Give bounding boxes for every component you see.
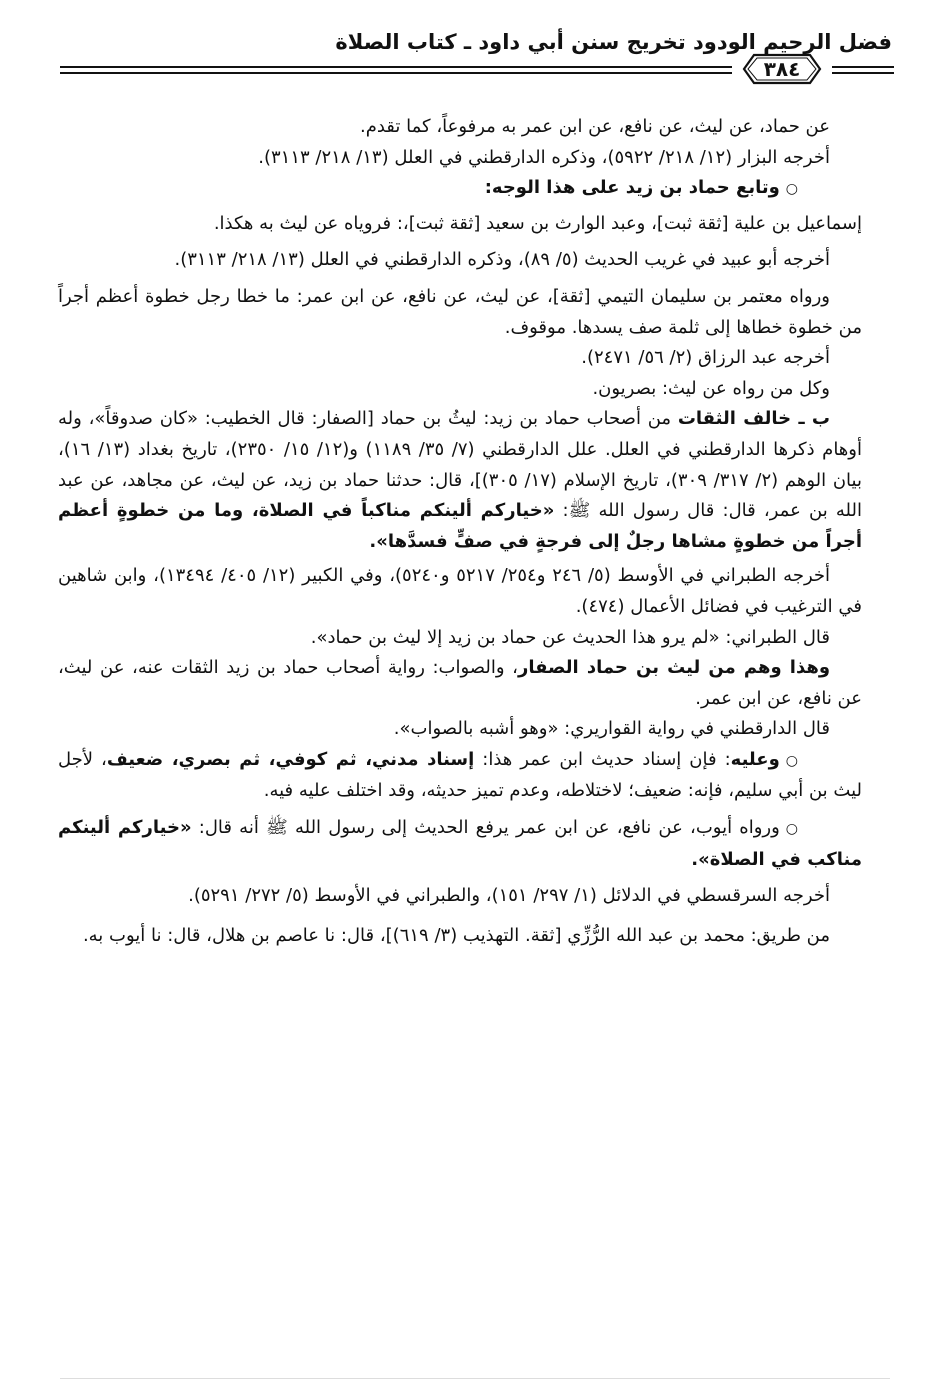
paragraph [58,921,862,952]
paragraph [58,245,862,276]
section-label: ب ـ خالف الثقات [677,408,831,430]
paragraph [58,813,862,875]
paragraph-text: قال الطبراني: «لم يرو هذا الحديث عن حماد بن زيد إلا ليث بن حماد». [310,626,830,648]
paragraph [58,404,862,557]
page-bottom-edge [60,1378,890,1379]
paragraph [58,112,862,143]
hadith-quote: «خياركم ألينكم مناكب في الصلاة». [58,817,862,870]
hadith-quote: «خياركم ألينكم مناكباً في الصلاة، وما من خطوةٍ أعظم أجراً من خطوةٍ مشاها رجلٌ إلى فرجةٍ في صفٍّ فسدَّها». [58,500,862,552]
section-label: وعليه [730,748,780,770]
paragraph [58,143,862,174]
page-number: ٣٨٤ [763,57,801,81]
bullet-icon: ○ [785,181,798,198]
paragraph-text: من أصحاب حماد بن زيد: ليثُ بن حماد [الصفار: قال الخطيب: «كان صدوقاً»، وله أوهام ذكرها الدارقطني في العلل. علل الدارقطني (٧/ ٣٥/ ١١٨٩) و(١٢/ ١٥/ ٢٣٥٠)، تاريخ بغداد (١٣/ ١٦)، بيان الوهم (٢/ ٣١٧/ ٣٠٩)، تاريخ الإسلام (١٧/ ٣٠٥)]، قال: حدثنا حماد بن زيد، عن ليث، عن مجاهد، عن عبد الله بن عمر، قال: قال رسول الله ﷺ: [58,408,862,522]
paragraph-text: أخرجه السرقسطي في الدلائل (١/ ٢٩٧/ ١٥١)، والطبراني في الأوسط (٥/ ٢٧٢/ ٥٢٩١). [188,885,830,907]
paragraph-text: ، والصواب: رواية أصحاب حماد بن زيد الثقات عنه، عن ليث، عن نافع، عن ابن عمر. [58,657,862,709]
header-rule-right [832,66,894,74]
paragraph [58,282,862,343]
paragraph-text: أخرجه عبد الرزاق (٢/ ٥٦/ ٢٤٧١). [581,347,830,369]
bullet-icon: ○ [785,821,798,838]
paragraph [58,881,862,912]
paragraph [58,623,862,654]
header-rule-left [60,66,732,74]
bullet-icon: ○ [785,752,798,769]
paragraph-text: أخرجه البزار (١٢/ ٢١٨/ ٥٩٢٢)، وذكره الدارقطني في العلل (١٣/ ٢١٨/ ٣١١٣). [258,146,830,168]
paragraph-heading: وتابع حماد بن زيد على هذا الوجه: [484,177,780,199]
paragraph [58,209,862,240]
paragraph-text: وكل من رواه عن ليث: بصريون. [592,377,830,399]
paragraph-text: أخرجه أبو عبيد في غريب الحديث (٥/ ٨٩)، وذكره الدارقطني في العلل (١٣/ ٢١٨/ ٣١١٣). [174,249,830,271]
paragraph [58,745,862,807]
emphasis-text: إسناد مدني، ثم كوفي، ثم بصري، ضعيف [106,748,475,770]
paragraph [58,173,862,205]
paragraph-text: قال الدارقطني في رواية القواريري: «وهو أشبه بالصواب». [393,718,830,740]
paragraph [58,653,862,714]
emphasis-text: وهذا وهم من ليث بن حماد الصفار [517,657,831,679]
paragraph-text: ، لأجل ليث بن أبي سليم، فإنه: ضعيف؛ لاختلاطه، وعدم تميز حديثه، وقد اختلف عليه فيه. [58,748,862,802]
paragraph-text: من طريق: محمد بن عبد الله الرُّزِّي [ثقة. التهذيب (٣/ ٦١٩)]، قال: نا عاصم بن هلال، قال: نا أيوب به. [82,924,830,946]
paragraph [58,343,862,374]
body-text [58,112,862,951]
paragraph [58,561,862,622]
page-number-ornament [742,52,822,86]
paragraph [58,714,862,745]
paragraph-text: إسماعيل بن علية [ثقة ثبت]، وعبد الوارث بن سعيد [ثقة ثبت]،: فروياه عن ليث به هكذا. [213,212,862,234]
running-header-title: فضل الرحيم الودود تخريج سنن أبي داود ـ كتاب الصلاة [335,30,892,54]
paragraph-text: ورواه معتمر بن سليمان التيمي [ثقة]، عن ليث، عن نافع، عن ابن عمر: ما خطا رجل خطوة أعظم أجراً من خطوة خطاها إلى ثلمة صف يسدها. موقوف. [58,285,862,338]
paragraph-text: عن حماد، عن ليث، عن نافع، عن ابن عمر به مرفوعاً، كما تقدم. [359,116,830,137]
paragraph-text: : فإن إسناد حديث ابن عمر هذا: [474,748,731,770]
paragraph-text: أخرجه الطبراني في الأوسط (٥/ ٢٤٦ و٢٥٤/ ٥٢١٧ و٥٢٤٠)، وفي الكبير (١٢/ ٤٠٥/ ١٣٤٩٤)، وابن شاهين في الترغيب في فضائل الأعمال (٤٧٤). [58,565,862,617]
paragraph-text: ورواه أيوب، عن نافع، عن ابن عمر يرفع الحديث إلى رسول الله ﷺ أنه قال: [191,817,780,839]
paragraph [58,374,862,405]
